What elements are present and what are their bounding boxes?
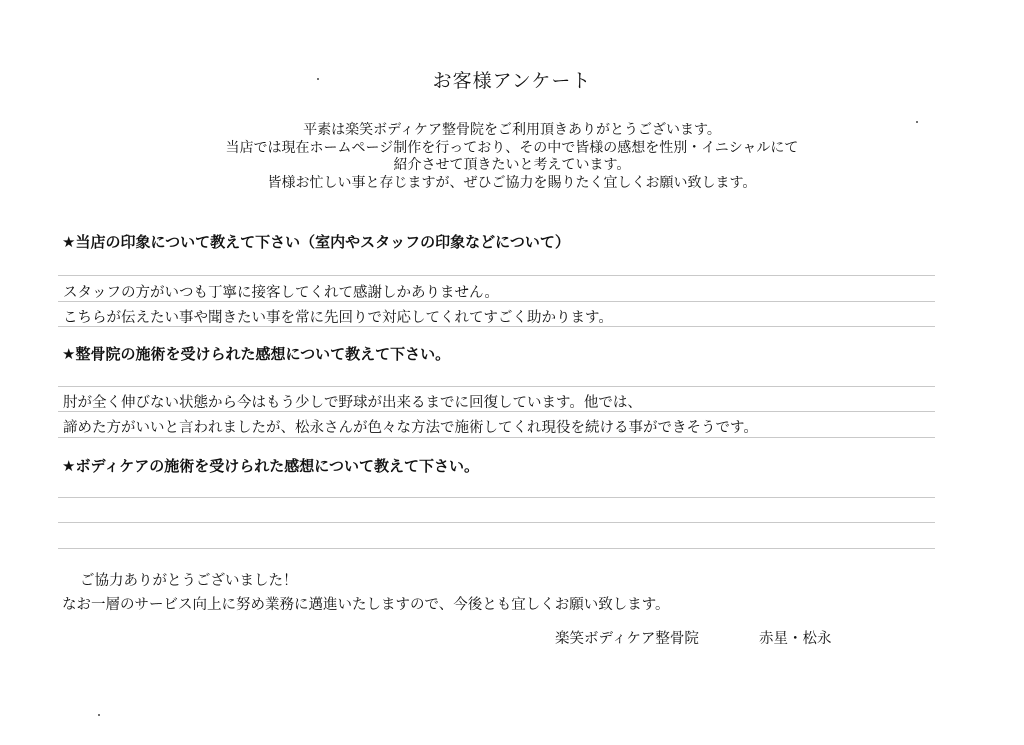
intro-paragraph: [0, 122, 1024, 192]
question-heading: ★整骨院の施術を受けられた感想について教えて下さい。: [62, 345, 451, 363]
answer-rule: [58, 522, 935, 523]
survey-title: お客様アンケート: [432, 70, 592, 92]
scan-speck: [98, 714, 100, 716]
closing-thanks: ご協力ありがとうございました！: [80, 573, 298, 589]
answer-rule: [58, 326, 935, 327]
intro-line: 平素は楽笑ボディケア整骨院をご利用頂きありがとうございます。: [303, 122, 721, 138]
answer-rule: [58, 275, 935, 276]
answer-rule: [58, 497, 935, 498]
closing-message: なお一層のサービス向上に努め業務に邁進いたしますので、今後とも宜しくお願い致します。: [62, 597, 670, 613]
answer-line: 肘が全く伸びない状態から今はもう少しで野球が出来るまでに回復しています。他では、: [63, 395, 642, 411]
staff-names: 赤星・松永: [759, 631, 832, 647]
answer-rule: [58, 411, 935, 412]
answer-rule: [58, 386, 935, 387]
clinic-name: 楽笑ボディケア整骨院: [555, 631, 699, 647]
answer-line: こちらが伝えたい事や聞きたい事を常に先回りで対応してくれてすごく助かります。: [63, 310, 613, 326]
answer-rule: [58, 301, 935, 302]
answer-line: スタッフの方がいつも丁寧に接客してくれて感謝しかありません。: [63, 285, 499, 301]
scan-speck: [317, 78, 319, 80]
intro-line: 当店では現在ホームページ制作を行っており、その中で皆様の感想を性別・イニシャルにて: [225, 139, 799, 156]
question-heading: ★ボディケアの施術を受けられた感想について教えて下さい。: [62, 457, 479, 475]
answer-line: 諦めた方がいいと言われましたが、松永さんが色々な方法で施術してくれ現役を続ける事ができそうです。: [63, 420, 758, 436]
answer-rule: [58, 548, 935, 549]
question-heading: ★当店の印象について教えて下さい（室内やスタッフの印象などについて）: [62, 233, 570, 251]
intro-line: 紹介させて頂きたいと考えています。: [393, 157, 631, 173]
intro-line: 皆様お忙しい事と存じますが、ぜひご協力を賜りたく宜しくお願い致します。: [267, 174, 757, 191]
scan-speck: [916, 121, 918, 123]
answer-rule: [58, 437, 935, 438]
